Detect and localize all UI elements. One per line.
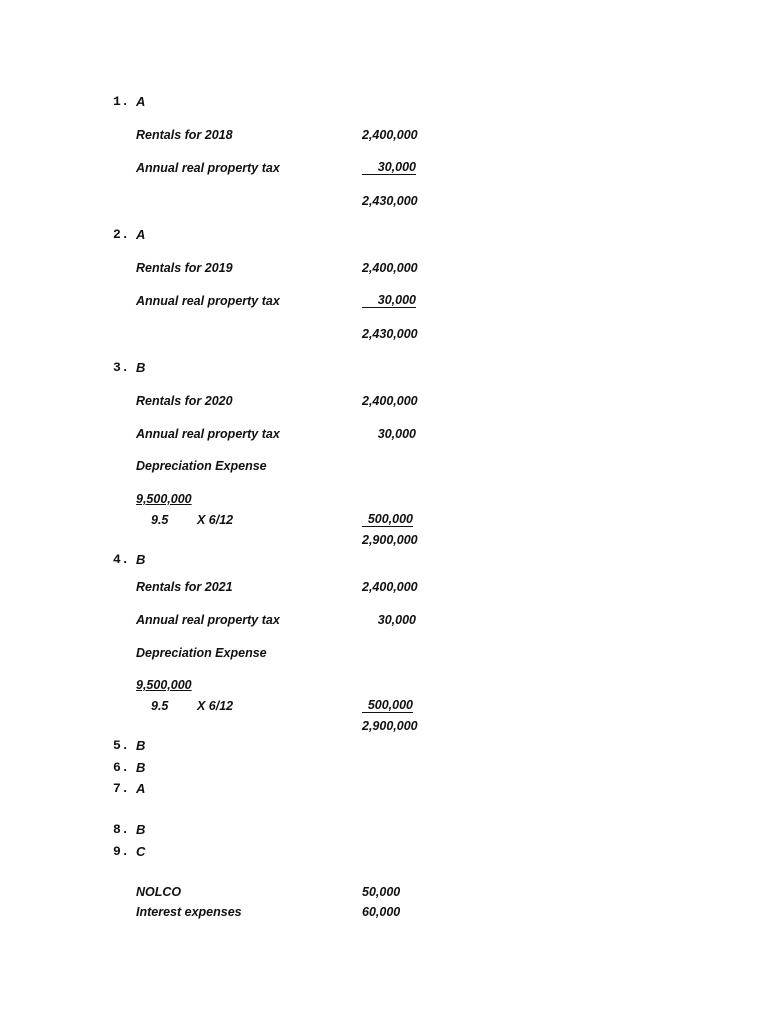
item-answer: A bbox=[136, 227, 146, 242]
total-amount: 2,430,000 bbox=[362, 194, 418, 208]
total-amount: 2,900,000 bbox=[362, 533, 418, 547]
item-number: 2. bbox=[113, 227, 130, 242]
rentals-amount: 2,400,000 bbox=[362, 128, 418, 142]
depreciation-factor: X 6/12 bbox=[197, 513, 234, 527]
depreciation-denominator: 9.5 bbox=[151, 699, 169, 713]
item-number: 9. bbox=[113, 844, 130, 859]
depreciation-denominator: 9.5 bbox=[151, 513, 169, 527]
item-number: 8. bbox=[113, 822, 130, 837]
item-number: 7. bbox=[113, 781, 130, 796]
tax-amount: 30,000 bbox=[377, 613, 416, 627]
tax-amount: 30,000 bbox=[377, 427, 416, 441]
tax-amount: 30,000 bbox=[362, 161, 416, 175]
tax-amount: 30,000 bbox=[362, 294, 416, 308]
item-answer: C bbox=[136, 844, 146, 859]
item-number: 3. bbox=[113, 360, 130, 375]
item-number: 5. bbox=[113, 738, 130, 753]
rentals-amount: 2,400,000 bbox=[362, 580, 418, 594]
depreciation-label: Depreciation Expense bbox=[136, 459, 267, 473]
item-answer: B bbox=[136, 822, 146, 837]
item-answer: A bbox=[136, 781, 146, 796]
rentals-label: Rentals for 2020 bbox=[136, 394, 233, 408]
total-amount: 2,430,000 bbox=[362, 327, 418, 341]
depreciation-label: Depreciation Expense bbox=[136, 646, 267, 660]
rentals-amount: 2,400,000 bbox=[362, 394, 418, 408]
rentals-label: Rentals for 2019 bbox=[136, 261, 233, 275]
depreciation-amount: 500,000 bbox=[362, 699, 413, 713]
item-answer: A bbox=[136, 94, 146, 109]
item-answer: B bbox=[136, 360, 146, 375]
tax-label: Annual real property tax bbox=[136, 294, 280, 308]
item-number: 4. bbox=[113, 552, 130, 567]
tax-label: Annual real property tax bbox=[136, 427, 280, 441]
depreciation-numerator: 9,500,000 bbox=[136, 678, 192, 692]
tax-label: Annual real property tax bbox=[136, 161, 280, 175]
depreciation-factor: X 6/12 bbox=[197, 699, 234, 713]
tax-label: Annual real property tax bbox=[136, 613, 280, 627]
interest-expenses-amount: 60,000 bbox=[362, 905, 401, 919]
rentals-label: Rentals for 2018 bbox=[136, 128, 233, 142]
item-answer: B bbox=[136, 760, 146, 775]
nolco-label: NOLCO bbox=[136, 885, 182, 899]
item-answer: B bbox=[136, 552, 146, 567]
rentals-amount: 2,400,000 bbox=[362, 261, 418, 275]
item-number: 1. bbox=[113, 94, 130, 109]
item-answer: B bbox=[136, 738, 146, 753]
item-number: 6. bbox=[113, 760, 130, 775]
depreciation-numerator: 9,500,000 bbox=[136, 492, 192, 506]
total-amount: 2,900,000 bbox=[362, 719, 418, 733]
rentals-label: Rentals for 2021 bbox=[136, 580, 233, 594]
depreciation-amount: 500,000 bbox=[362, 513, 413, 527]
nolco-amount: 50,000 bbox=[362, 885, 401, 899]
interest-expenses-label: Interest expenses bbox=[136, 905, 242, 919]
